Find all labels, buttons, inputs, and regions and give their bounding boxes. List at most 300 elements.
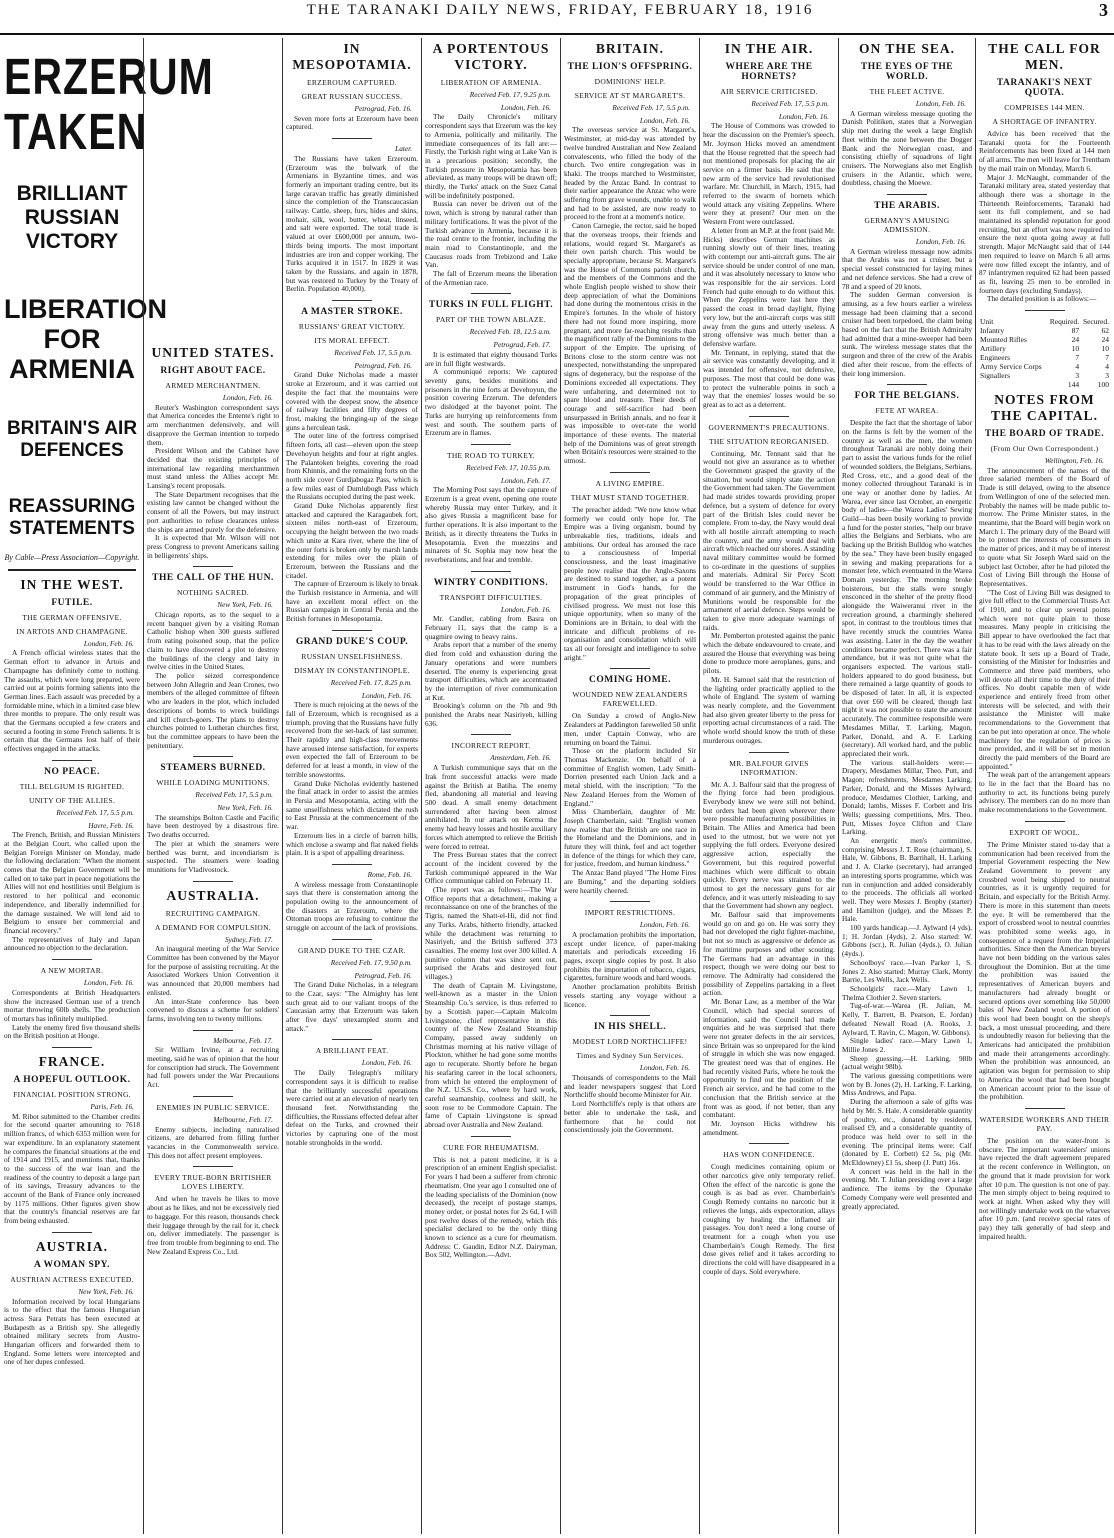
article-paragraph: Miss Chamberlain, daughter of Mr. Joseph Chamberlain, said: "English women now realise that the British are one race in the Homeland and the Dominions, and in future they will think, feel and act together in defence of the things for which they care, for justice, freedom, and human kindness."	[564, 807, 696, 869]
article-subhead: TRANSPORT DIFFICULTIES.	[439, 592, 543, 602]
dateline: Melbourne, Feb. 17.	[213, 1114, 273, 1124]
article-paragraph: Mr. Bonar Law, as a member of the War Council, which had special sources of information, said the Council had made enquiries and he was surprised that there were not greater defects in the air services, since Britain was so unprepared for the kind of struggle in which she was now engaged. The greatest need was that of engines. He had recently visited Paris, where he took the opportunity to find out the position of the French air service, and he had come to the conclusion that the British service at the front was as good, if not better, than any combatant.	[703, 997, 835, 1120]
article-paragraph: A letter from an M.P. at the front (said Mr. Hicks) describes German machines as running slowly out of their lines, treating with contempt our anti-aircraft guns. The air service should be under control of one man, and it was absolutely necessary to know who was responsible for the air services. Lord French had quite enough to do without this. When the Zeppelins were last here they passed the coast in broad daylight, flying very low, but the anti-aircraft corps was still away from the guns and utterly useless. A strong offensive was much better than a defensive warfare.	[703, 225, 835, 348]
article-headline: A MASTER STROKE.	[301, 307, 403, 318]
column-body-britain	[564, 41, 696, 1135]
article-separator	[471, 444, 511, 445]
section-heading: IN MESOPOTAMIA.	[292, 41, 412, 72]
article-paragraph: Mr. Balfour said that improvements would go on and go on. He was sorry they had not developed the right fighter-machine, but not so much as aggressive or defence as for maritime purposes and other scouting. The Germans had an advantage in this respect, though we were doing our best to remove. The Admiralty had considered the possibility of Zeppelins partaking in a fleet action.	[703, 910, 835, 998]
dateline: London, Feb. 16.	[915, 237, 966, 247]
headline-air-defences: BRITAIN'S AIR DEFENCES	[6, 418, 138, 461]
article-paragraph: The representatives of Italy and Japan announced no objection to the declaration.	[4, 934, 140, 953]
column-in-mesopotamia	[286, 38, 418, 1534]
article-paragraph: A proclamation prohibits the importation, except under licence, of paper-making materials and periodicals exceeding 16 pages, except single copies by post. It also prohibits the importation of tobacco, cigars, cigarettes, furniture woods and hard woods.	[564, 929, 696, 983]
article-paragraph: A communiqué reports: We captured seventy guns, besides munitions and prisoners in the nine forts at Devehoyun, the position covering Erzerum. The defenders two dislodged at the bayonet point. The Turks are hurrying up reinforcements from west and south. The southern parts of Erzerum are in flames.	[425, 367, 557, 438]
article-subhead: WOUNDED NEW ZEALANDERS FAREWELLED.	[572, 690, 688, 709]
article-paragraph: Grand Duke Nicholas evidently hastened the final attack in order to assist the armies in Persia and Mesopotamia, acting with the same unselfishness which dictated the rush to East Prussia at the commencement of the war.	[286, 778, 418, 832]
article-paragraph: Canon Carnegie, the rector, said he hoped that the overseas troops, their friends and relations, would regard St. Margaret's as their own parish church. This would be specially appropriate, because St. Margaret's was the House of Commons parish church, and the members of the Commons and the whole English people wished to show their deep appreciation of what the Dominions had done during the momentous crisis in the Empire's fortunes. In the whole of history there had not found more inspiring, more pregnant, and more far-reaching results than the magnificent rally of the Dominions to the support of the Empire. The uprising of Britons close to the storm centre was not unexpected, notwithstanding the unprepared signs of degeneracy, but the response of the Dominions exceeded all expectations. They were unfaltering, and determined not to spare blood and treasure. Their deeds of courage and self-sacrifice had been unsurpassed in British annals, and no fear it was impossible to over-rate the world importance of these events. The material help of the Dominions was of great strength when Britain's resources were strained to the utmost.	[564, 221, 696, 466]
article-paragraph: Mr. Candler, cabling from Basra on February 11, says that the camp is a quagmire owing to heavy rains.	[425, 614, 557, 641]
article-paragraph: The various guessing competitions were won by B. Jones (2), H. Larking, F. Larking, Miss Andrews, and Papa.	[842, 1071, 972, 1098]
article-subhead: A SHORTAGE OF INFANTRY.	[992, 117, 1097, 126]
article-paragraph: Schoolboys' race.—Ivan Parker 1, S. Jones 2. Also started: Murray Clark, Monty Barrie, Les Wells, Jack Wells.	[842, 957, 972, 985]
article-separator	[749, 752, 789, 753]
article-separator	[332, 300, 372, 301]
dateline: Received Feb. 17, 5.5 p.m.	[56, 807, 134, 817]
article-paragraph: The police seized correspondence between John Allegrin and Jean Crones, two members of the alleged committee of fifteen who are leaders in the plot, which included descriptions of bombs to wreck buildings and kill church-goers. The plans to destroy churches pointed to Lutheran churches first, but the committee appears to have been the penitentiary.	[147, 670, 279, 750]
article-paragraph: A German wireless message quoting the Danish Politiken, states that a Norwegian ship met during the week a large English fleet within the zone between the Dogger Bank and the Norwegian coast, and consisting chiefly of squadrons of light cruisers. The Norwegians also met English cruisers in the Atlantic, which were, doubtless, chasing the Moewe.	[842, 108, 972, 188]
article-paragraph: The capture of Erzeroum is likely to break the Turkish resistance in Armenia, and will have an excellent moral effect on the Russian campaign in Central Persia and the British fortunes in Mesopotamia.	[286, 579, 418, 624]
column-body-in-the-west	[4, 577, 140, 1367]
article-paragraph: Mr. Tennant, in replying, stated that the air service was constantly developing, and it was intended for offensive, not defensive, purposes. The most that could be done was to protect the vulnerable points in such a way that the enemies' losses would be so great as to act as a deterrent.	[703, 347, 835, 409]
article-paragraph: Sheep guessing.—H. Larking, 98lb (actual weight 98lb).	[842, 1053, 972, 1072]
article-paragraph: It is expected that Mr. Wilson will not press Congress to prevent Americans sailing in belligerents' ships.	[147, 533, 279, 560]
article-subhead: MODEST LORD NORTHCLIFFE!	[572, 1037, 688, 1047]
article-paragraph: And when he travels he likes to move about as he likes, and not be excessively tied to baggage. For this reason, thousands check their luggage through by the rail for it, check on, deliver immediately. The passenger is free from trouble from beginning to end. The New Zealand Express Co., Ltd.	[147, 1194, 279, 1256]
article-subhead: ENEMIES IN PUBLIC SERVICE.	[156, 1102, 270, 1112]
article-paragraph: Chicago reports, as to the sequel to a recent banquet given by a visiting Roman Catholic bishop when 300 guests suffered from eating poisoned soup, that the police claim to have discovered a plot to destroy the buildings of the clergy and laity in twelve cities in the United States.	[147, 610, 279, 672]
article-subhead: GRAND DUKE TO THE CZAR.	[298, 945, 406, 955]
article-paragraph: The House of Commons was crowded to hear the discussion on the Premier's speech. Mr. Joynson Hicks moved an amendment that the House regretted that the speech had not mentioned proposals for placing the air service on a firmer basis. He said that the new arm of the service had revolutionised warfare. Mr. Churchill, in March, 1915, had referred to the swarm of hornets which would attack any visiting Zeppelins. Where were they at present? Our men on the Western Front were outclassed.	[703, 121, 835, 227]
article-paragraph: An inaugural meeting of the War Service Committee has been convened by the Mayor for the purpose of assisting recruiting. At the Associated Workers Union Convention it was announced that 20,000 members had enlisted.	[147, 944, 279, 997]
article-separator	[1025, 821, 1065, 822]
section-heading: THE CALL FOR MEN.	[988, 41, 1101, 72]
article-subhead: A DEMAND FOR COMPULSION.	[155, 922, 271, 932]
dateline: Received Feb. 17, 9.50 p.m.	[330, 957, 412, 967]
article-headline: NO PEACE.	[44, 766, 100, 777]
quota-table	[979, 317, 1110, 389]
table-row	[979, 362, 1110, 371]
table-cell: Army Service Corps	[980, 362, 1042, 372]
article-subhead: NOTHING SACRED.	[177, 588, 249, 598]
article-subhead: FINANCIAL POSITION STRONG.	[13, 1090, 131, 1100]
dateline: Paris, Feb. 16.	[90, 1102, 134, 1112]
dateline: New York, Feb. 16.	[217, 803, 273, 813]
column-rule	[143, 38, 144, 1534]
table-cell: Signallers	[980, 371, 1010, 381]
article-paragraph: President Wilson and the Cabinet have decided that the existing principles of international law regarding merchantmen must stand unless the Allies accept Mr. Lansing's recent proposals.	[147, 446, 279, 491]
column-rule	[838, 38, 839, 1534]
dateline: Received Feb. 17, 5.5 p.m.	[334, 348, 412, 358]
column-britain	[564, 38, 696, 1534]
section-heading: IN THE WEST.	[20, 576, 124, 592]
article-headline: THE LION'S OFFSPRING.	[567, 62, 693, 72]
dateline: Received Feb. 17, 8.25 p.m.	[330, 677, 412, 687]
dateline: Received Feb. 18, 12.5 a.m.	[469, 327, 551, 337]
article-subhead: AUSTRIAN ACTRESS EXECUTED.	[10, 1274, 134, 1284]
article-separator	[52, 1232, 92, 1233]
column-rule	[975, 38, 976, 1534]
article-headline: STEAMERS BURNED.	[160, 763, 266, 774]
page-number: 3	[1099, 0, 1108, 20]
article-paragraph: Tug-of-war.—Warea (R. Julian, M. Kelly, T. Barrett, B. Pearson, E. Jordan) defeated Newall Road (A. Rooks, J. Aylward, T. Ravin, C. Magon, W. Gibbons).	[842, 1001, 972, 1037]
article-separator	[471, 571, 511, 572]
article-paragraph: Despite the fact that the shortage of labor on the farms is felt by the women of the country as well as the men, the women throughout Taranaki are nobly doing their part to assist the various funds for the relief of wounded soldiers, the Belgians, Serbians, Red Cross, etc., and a good deal of the money collected throughout Taranaki is in one way or another done by ladies. At Warea, ever since last October, an energetic body of ladies—the Warea Ladies' Sewing Guild—has been busily working to provide a fund for the poster stories, "help our brave allies the Belgians and Serbians, who are backing up the British Bulldog who watches by the sea." They have been busily engaged in sewing and making preparations for a monster fete, which eventuated in the Warea Domain yesterday. The morning broke boisterous, but the stalls were snugly ensconced in the shelter of the pretty flood alongside the Waiweranui river in the recreation ground, a charmingly sheltered spot, in contrast to the troublous times that have recently struck the countries Warea was assisting. Later in the day the weather conditions became perfect. There was a fair attendance, but it was not quite what the organisers expected. The various stall-holders appeared to do good business, but there remained a large quantity of goods to be disposed of later. In all, it is expected that over £60 will be cleared, though last night it was not possible to state the amount accurately. The committee responsible were Mesdames Millar, T. Larking, Magon, Parker, Donald, and A. F. Larking (secretary). All worked hard, and the public appreciated their work.	[842, 418, 972, 758]
article-paragraph: Information received by local Hungarians is to the effect that the famous Hungarian actress Sara Petrats has been executed at Budapesth as a British spy. She allegedly obtained military secrets from Austro-Hungarian officers and forwarded them to England. Some letters were intercepted and one of her dupes confessed.	[4, 1296, 140, 1367]
section-heading: FRANCE.	[38, 1054, 106, 1070]
article-paragraph: Enemy subjects, including naturalised citizens, are debarred from filling further vacancies in the Commonwealth service. This does not affect present employees.	[147, 1124, 279, 1160]
dateline: London, Feb. 16.	[500, 604, 551, 614]
article-paragraph: Advice has been received that the Taranaki quota for the Fourteenth Reinforcements has been fixed at 144 men of all arms. The men will leave for Trentham by the mail train on Monday, March 6.	[979, 129, 1110, 173]
dateline: Received Feb. 17, 5.5 p.m.	[195, 790, 273, 800]
article-separator	[332, 1039, 372, 1040]
dateline: Later.	[395, 144, 412, 154]
article-paragraph: Lately the enemy fired five thousand shells on the British position at Hooge.	[4, 1022, 140, 1041]
article-paragraph: The Anzac Band played "The Home Fires are Burning," and the departing soldiers were heartily cheered.	[564, 868, 696, 895]
article-separator	[193, 1166, 233, 1167]
article-paragraph: It is estimated that eighty thousand Turks are in full flight westwards.	[425, 349, 557, 368]
article-paragraph: During the afternoon a sale of gifts was held by Mr. S. Hale. A considerable quantity of poultry, etc., donated by residents, realised £9, and a considerable quantity of produce was held over to sell in the evening. The principal items were: Calf (donated by E. Corbett) £2 5s, pig (Mr. McEldowney) £1 5s, sheep (J. Putt) 16s.	[842, 1097, 972, 1168]
article-paragraph: A wireless message from Constantinople says that there is consternation among the population owing to the announcement of the disasters at Erzeroum, where the Ottoman troops are refusing to continue the struggle on account of the lack of provisions.	[286, 879, 418, 933]
article-paragraph: Correspondents at British Headquarters show the increased German use of a trench mortar throwing 60lb shells. The production of mortars has infinitely multiplied.	[4, 987, 140, 1023]
dateline: Received Feb. 17, 10.55 p.m.	[466, 462, 551, 472]
article-headline: THE CALL OF THE HUN.	[152, 573, 274, 584]
column-body-portentous-victory	[425, 41, 557, 1260]
article-paragraph: 100 yards handicap.—J. Aylward (4 yds), 1; H. Jordan (4yds), 2. Also started: W. Gibbons (scr.), R. Julian (4yds.), O. Julian (4yds.).	[842, 923, 972, 959]
article-paragraph: The Grand Duke Nicholas, in a telegram to the Czar, says: "The Almighty has lent such great aid to our valiant troops of the Caucasian army that Erzeroum was taken after five days' unexampled storm and attack."	[286, 980, 418, 1033]
lead-rule	[8, 569, 136, 571]
table-cell: 10	[1071, 344, 1080, 354]
dateline: London, Feb. 16.	[639, 920, 690, 930]
article-paragraph: Seven more forts at Erzeroum have been captured.	[286, 113, 418, 132]
article-separator	[193, 756, 233, 757]
article-paragraph: (The report was as follows:—The War Office reports that a detachment, making a reconnaissance on one of the branches of the Tigris, named the Shatt-el-Hi, did not find any Turks. Arabs, hitherto friendly, attacked while the detachment was returning to Nasiriyeh, and the British suffered 373 casualties. The enemy lost over 300 killed. A punitive column that was since sent out, surprised the Arabs and destroyed four villages.)	[425, 885, 557, 982]
article-paragraph: "The Cost of Living Bill was designed to give full effect to the Commercial Trusts Act of 1910, and to clear up several points which were not quite plain to those measures. Many people in criticising the Bill appear to have overlooked the fact that it has to be read with the laws already on the statute book. It sets up a Board of Trade, consisting of the Minister for Industries and Commerce and three paid members, who will devote all their time to the duty of their offices. No doubt capable men of wide experience and entirely freed from other interests will be selected, and with their assistance the Minister will make recommendations to the Government that can be put into operation at once. The whole machinery for the regulation of prices is now provided, and it will be set in motion directly the paid members of the Board are appointed."	[979, 587, 1110, 771]
article-paragraph: The Morning Post says that the capture of Erzerum is a great event, opening one route whereby Russia may enter Turkey, and it also gives Russia a magnificent base for further operations. It is also important to the British, as it directly threatens the Turks in Mesopotamia. Even the muezzins and minarets of St. Sophia may now hear the reverberations, and fear and tremble.	[425, 485, 557, 564]
table-cell: Engineers	[980, 353, 1010, 363]
article-subhead: THE GERMAN OFFENSIVE.	[22, 612, 122, 622]
article-separator	[332, 630, 372, 631]
article-paragraph: This is not a patent medicine, it is a prescription of an eminent English specialist. For years I had been a sufferer from chronic rheumatism. One year ago I consulted one of the leading specialists of the Dominion (now deceased), the receipt of postage stamps, money order, or postal notes for 2s 6d, I will post twelve doses of the remedy, which this specialist declared to be the only thing known to science as a cure for rheumatism. Address: C. Gaudin, Editor N.Z. Dairyman, Box 502, Wellington.—Advt.	[425, 1154, 557, 1260]
article-separator	[193, 881, 233, 882]
masthead	[0, 0, 1114, 34]
table-cell: 7	[1105, 353, 1109, 363]
table-row	[979, 326, 1110, 335]
column-body-in-mesopotamia	[286, 41, 418, 1148]
headline-erzerum-taken: ERZERUM TAKEN	[4, 47, 214, 161]
article-separator	[1025, 1108, 1065, 1109]
dateline: London, Feb. 16.	[222, 393, 273, 402]
column-rule	[282, 38, 283, 1534]
dateline: New York, Feb. 16.	[78, 1286, 134, 1296]
article-headline: THE EYES OF THE WORLD.	[860, 62, 954, 82]
dateline: London, Feb. 16.	[361, 690, 412, 700]
dateline: London, Feb. 16.	[639, 1063, 690, 1073]
article-headline: WINTRY CONDITIONS.	[433, 577, 549, 588]
article-paragraph: Thousands of correspondents to the Mail and leader newspapers suggest that Lord Northcliffe should become Minister for Air.	[564, 1072, 696, 1100]
article-subhead: UNITY OF THE ALLIES.	[29, 795, 115, 805]
dateline: Amsterdam, Feb. 16.	[490, 753, 551, 763]
section-heading: ON THE SEA.	[859, 41, 955, 56]
article-paragraph: Another proclamation prohibits British vessels starting any voyage without a licence.	[564, 982, 696, 1009]
article-subhead: LIBERATION OF ARMENIA.	[440, 78, 542, 87]
table-cell: 87	[1071, 326, 1080, 336]
article-separator	[749, 1143, 789, 1144]
dateline: Petrograd, Feb. 16.	[354, 104, 412, 113]
table-cell: Mounted Rifles	[980, 335, 1027, 345]
section-heading: AUSTRALIA.	[166, 887, 260, 903]
article-separator	[1025, 310, 1065, 311]
article-paragraph: The preacher added: "We now know what formerly we could only hope for. The Empire was a living organism, bound by unbreakable ties, traditions, ideals and ambitions. Our ordeal has aroused the race to a consciousness of Imperial consciousness, and the least imaginative people now realise that the Anglo-Saxons are destined to stand together, as a potent instrument in God's hands, for the propagation of the great principles of civilised progress. We must not lose this unique opportunity, when so many of the Dominions are in Britain, to deal with the intricate and difficult problems of re-organisation and consolidation which will tax all our foresight and intelligence to solve aright."	[564, 504, 696, 662]
masthead-title: THE TARANAKI DAILY NEWS, FRIDAY, FEBRUARY 18, 1916	[306, 2, 814, 18]
article-paragraph: Cough medicines containing opium or other narcotics give only temporary relief. Often the effect of the narcotic is gone the cough is as bad as ever. Chamberlain's Cough Remedy contains no narcotic but it relieves the lungs, aids expectoration, allays coughing by healing the inflamed air passages. You don't need a long course of treatment for a cough when you use Chamberlain's Cough Remedy. The first dose gives relief and it takes according to directions the cold will have disappeared in a couple of days. Sold everywhere.	[703, 1162, 835, 1276]
article-paragraph: The Daily Chronicle's military correspondent says that Erzerum was the key to Armenia, politically and militarily. The immediate consequences of its fall are:—Firstly, the Turkish right wing at Lake Van is in a precarious position; secondly, the Turkish pressure in Mesopotamia has been alleviated, as many troops will be drawn off; thirdly, the Turks' attack on the Suez Canal will be indefinitely postponed.	[425, 112, 557, 200]
column-rule	[421, 38, 422, 1534]
article-paragraph: The various stall-holders were:—Drapery, Mesdames Millar, Theo. Putt, and Magon; refreshments, Mesdames Larking, Parker, Donald, and the Misses Aylward; produce, Mesdames Clothier, Larking, and Donald; lambs, Misses F. Corbett and Iris Wells; guessing competitions, Mrs. Theo. Putt, Misses Joyce Clifton and Clare Larking.	[842, 757, 972, 837]
article-separator	[471, 734, 511, 735]
article-separator	[610, 472, 650, 473]
column-call-for-men	[979, 38, 1110, 1534]
article-paragraph: Russia can never be driven out of the town, which is strong by natural rather than military fortifications. It was the pivot of the Turkish advance in Armenia, because it is the road centre to the frontier, including the main road to Constantinople, and the Caucasus roads from Trebizond and Lake Van.	[425, 199, 557, 270]
column-body-in-the-air	[703, 41, 835, 1276]
article-separator	[332, 939, 372, 940]
dateline: Rome, Feb. 16.	[367, 869, 412, 879]
article-paragraph: The weak part of the arrangement appears to lie in the fact that the Board has no authority to act, its functions being purely advisory. The members can do no more than make recommendations to the Government.	[979, 770, 1110, 815]
article-subhead: RUSSIANS' GREAT VICTORY.	[298, 322, 406, 332]
dateline: London, Feb. 16.	[500, 102, 551, 112]
article-paragraph: Lord Northcliffe's reply is that others are better able to undertake the task, and furthermore that he could not conscientiously join the Government.	[564, 1099, 696, 1135]
table-cell: 24	[1071, 335, 1080, 345]
article-paragraph: The French, British, and Russian Ministers at the Belgian Court, who called upon the Belgian Foreign Minister on Monday, made the following declaration: "When the moment comes that the Belgian Government will be called on to take part in peace negotiations the Allies will not end hostilities until Belgium is restored to her political and economic independence, and liberally indemnified for the damage sustained. We will lend aid to Belgium to ensure her commercial and financial recovery."	[4, 830, 140, 935]
article-paragraph: Grand Duke Nicholas made a master stroke at Erzeroum, and it was carried out despite the fact that the mountains were covered with the deepest snow, the absence of railway facilities and fifty degrees of frost, making the bringing-up of the siege guns a herculean task.	[286, 370, 418, 432]
article-separator	[749, 416, 789, 417]
article-separator	[52, 760, 92, 761]
column-rule	[560, 38, 561, 1534]
article-paragraph: An inter-State conference has been convened to discuss a scheme for soldiers' farms, involving ten to twenty millions.	[147, 996, 279, 1023]
article-subhead: FETE AT WAREA.	[875, 406, 939, 416]
article-subhead: CURE FOR RHEUMATISM.	[443, 1142, 539, 1152]
article-headline: GRAND DUKE'S COUP.	[295, 636, 409, 647]
column-body-call-for-men	[979, 41, 1110, 1241]
article-subhead: IMPORT RESTRICTIONS.	[584, 908, 676, 918]
article-subhead: GOVERNMENT'S PRECAUTIONS.	[708, 422, 830, 432]
article-paragraph: Schoolgirls' race.—Mary Lawn 1, Thelma Clothier 2. Seven starters.	[842, 983, 972, 1002]
dateline: London, Feb. 16.	[83, 638, 134, 648]
article-separator	[52, 1047, 92, 1048]
table-cell	[979, 380, 1047, 389]
article-headline: FUTILE.	[51, 597, 93, 608]
article-paragraph: The overseas service at St. Margaret's, Westminster, at mid-day was attended by twelve hundred Australian and New Zealand convalescents, who filled the body of the church. Two entire congregation was in khaki. The troops marched to Westminster, headed by the Anzac Band. In contrast to their earlier appearance the Anzac who were suffering from grave wounds, unable to walk and had to be assisted, are now ready to proceed to the front at a moment's notice.	[564, 125, 696, 222]
article-headline: A WOMAN SPY.	[34, 1259, 110, 1270]
article-subhead: DISMAY IN CONSTANTINOPLE.	[294, 665, 410, 675]
article-paragraph: Reuter's Washington correspondent says that America concedes the Entente's right to arm merchantmen defensively, and will disapprove the German intention to torpedo them.	[147, 402, 279, 447]
dateline: Received Feb. 17, 5.5 p.m.	[612, 103, 690, 112]
article-paragraph: The sudden German conversion is amusing, as a few hours earlier a wireless message had been claiming that a second cruiser had been torpedoed, the claim being based on the fact that the British Admiralty had admitted that a mine-sweeper had been sunk. The wireless message states that the surgeon and three of the crew of the Arabis died after their rescue, from the effects of their long immersion.	[842, 290, 972, 378]
article-subhead: SERVICE AT ST MARGARET'S.	[574, 91, 686, 100]
table-cell: 10	[1101, 344, 1109, 354]
table-cell: 100	[1097, 380, 1109, 390]
article-subhead: THE SITUATION REORGANISED.	[708, 436, 830, 446]
article-paragraph: Mr. H. Samuel said that the restriction of the lighting order practically applied to the whole of England. The system of warning was nearly complete, and the Government had also given greater liberty to the press for reporting actual circumstances of a raid. The whole world should know the truth of these murderous outrages.	[703, 674, 835, 745]
article-headline: IN HIS SHELL.	[593, 1022, 667, 1033]
article-subhead: WHILE LOADING MUNITIONS.	[156, 778, 270, 788]
section-heading: IN THE AIR.	[724, 41, 814, 56]
table-cell: Unit	[980, 317, 994, 327]
table-row	[979, 380, 1110, 389]
article-subhead: ITS MORAL EFFECT.	[314, 336, 390, 346]
article-separator	[332, 138, 372, 139]
article-paragraph: The Press Bureau states that the correct account of the incident covered by the Turkish communiqué appeared in the War Office communique cabled on February 11.	[425, 850, 557, 886]
section-heading: BRITAIN.	[595, 41, 665, 56]
article-subhead: RUSSIAN UNSELFISHNESS.	[301, 651, 403, 661]
article-separator	[471, 293, 511, 294]
article-paragraph: A German wireless message now admits that the Arabis was not a cruiser, but a special vessel constructed for laying mines and net defence services. She had a crew of 78 and a speed of 20 knots.	[842, 246, 972, 291]
article-headline: THE BOARD OF TRADE.	[984, 429, 1105, 440]
article-separator	[471, 1136, 511, 1137]
article-paragraph: There is much rejoicing at the news of the fall of Erzeroum, which is recognised as a triumph, proving that the Russians have fully recovered from the set-back of last summer. Their rapidity and high-class movements have aroused intense satisfaction, for experts even expected the fall of Erzeroum to be deferred for at least a month, in view of the terrible snowstorms.	[286, 700, 418, 779]
table-cell: 24	[1101, 335, 1109, 345]
article-paragraph: The detailed position is as follows:—	[987, 294, 1097, 304]
table-cell: Secured.	[1082, 317, 1109, 327]
article-subhead: TILL BELGIUM IS RIGHTED.	[19, 781, 125, 791]
article-separator	[193, 1030, 233, 1031]
article-paragraph: Grand Duke Nicholas apparently first attacked and captured the Karagaubek fort, sixteen miles north-east of Erzeroum, occupying the height between the two roads which unite at Kara river, where the line of the outer forts is broken only by marsh lands extending for miles over the plain of Erzeroum, between the Russians and the citadel.	[286, 501, 418, 580]
article-paragraph: On Sunday a crowd of Anglo-New Zealanders at Paddington farewelled 50 unfit men, under Captain Conway, who are returning on board the Tainui.	[564, 711, 696, 747]
table-cell: 144	[1067, 380, 1080, 390]
article-subhead: MR. BALFOUR GIVES INFORMATION.	[729, 758, 809, 777]
article-paragraph: Arabs report that a number of the enemy died from cold and exhaustion during the January operations and were numbers deserted. The enemy is experiencing great transport difficulties, which are accentuated by the interruption of river communication at Kut.	[425, 640, 557, 702]
article-separator	[887, 384, 927, 385]
column-body-on-the-sea	[842, 41, 972, 1211]
article-subhead: GERMANY'S AMUSING ADMISSION.	[864, 216, 950, 235]
article-headline: THE ARABIS.	[874, 201, 940, 212]
article-paragraph: The Russians have taken Erzeroum. (Erzeroum was the bulwark of the Armenians in Byzantine times, and was formerly an important trading centre, but its large caravan traffic has greatly diminished since the completion of the Transcaucasian railway. Cattle, sheep, furs, hides and skins, mohair, silk, wool, butter, wheat, linseed, and salt were exported. The total trade is valued at over £600,000 per annum, two-thirds being imports. The most important industries are iron and copper working. The Turks acquired it in 1517. In 1829 it was taken by the Russians, and again in 1878, but was restored to Turkey by the Treaty of Berlin. Population 40,000).	[286, 153, 418, 294]
table-cell: 7	[1075, 353, 1080, 363]
article-paragraph: The steamships Bolton Castle and Pacific have been destroyed by a disastrous fire. Two deaths occurred.	[147, 812, 279, 840]
table-cell: 62	[1101, 326, 1109, 336]
article-subhead: A LIVING EMPIRE.	[595, 478, 665, 488]
dateline: London, Feb. 17.	[500, 475, 551, 485]
article-paragraph: Single ladies' race.—Mary Lawn 1, Millie Jones 2.	[842, 1036, 972, 1054]
article-subhead: COMPRISES 144 MEN.	[1004, 103, 1085, 112]
article-paragraph: The death of Captain M. Livingstone, well-known as a master in the Union Steamship Co.'s service, is thus referred to by a Scottish paper:—Captain Malcolm Livingstone, chief representative in this country of the New Zealand Steamship Company, passed away suddenly on Christmas morning at his native village of Plockton, whither he had gone some months ago to recuperate. Shortly before he began his seafaring career in the local schooners, from which he entered the employment of the N.Z. U.S.S. Co., where by hard work, careful seamanship, coolness and skill, he soon rose to be Commodore Captain. The fame of Captain Livingstone is spread abroad over Australia and New Zealand.	[425, 980, 557, 1130]
dateline: Received Feb. 17, 9.25 p.m.	[469, 90, 551, 99]
article-paragraph: M. Ribot submitted to the Chamber credits for the second quarter amounting to 7618 million francs, of which 6353 million were for war expenditure. In an explanatory statement he compares the financial situations at the end of 1914 and 1915, and mentions that, thanks to the success of the war loan and the readiness of the country to deposit a large part of its savings, Treasury advances to the account of the Bank of France only increased by 1175 millions. Other figures given show that the country's financial reserves are far from being exhausted.	[4, 1111, 140, 1226]
article-subhead: THE FLEET ACTIVE.	[869, 87, 945, 96]
article-separator	[610, 1015, 650, 1016]
article-paragraph: Those on the platform included Sir Thomas Mackenzie. On behalf of a committee of English women, Lady Smith-Dorrien presented each Union Jack and a metal shield, with the inscription: "To the New Zealand Heroes from the Women of England."	[564, 746, 696, 808]
article-subhead: GREAT RUSSIAN SUCCESS.	[301, 92, 403, 101]
article-subhead: WATERSIDE WORKERS AND THEIR PAY.	[979, 1114, 1110, 1133]
headline-russian-victory: BRILLIANT RUSSIAN VICTORY	[16, 182, 128, 253]
article-paragraph: Major J. McNaught, commander of the Taranaki military area, stated yesterday that although there was a shortage in the Thirteenth Reinforcements, Taranaki had sent its full complement, and so had maintained its splendid reputation for good recruiting, but an effort was now required to ensure the next quota going away at full strength. Major McNaught said that of 144 men required to leave on March 6 all arms were now filled except the infantry, and of 87 infantrymen required 62 had been passed as fit, leaving 25 men to be enrolled in fourteen days (excluding Sundays).	[979, 172, 1110, 295]
article-subhead: Times and Sydney Sun Services.	[576, 1051, 684, 1061]
table-row	[979, 371, 1110, 380]
table-cell: Required.	[1049, 317, 1080, 327]
headline-reassuring-statements: REASSURING STATEMENTS	[8, 496, 136, 539]
article-subhead: THE ROAD TO TURKEY.	[446, 450, 536, 460]
table-row	[979, 317, 1110, 326]
article-separator	[332, 864, 372, 865]
article-subhead: INCORRECT REPORT.	[451, 741, 531, 751]
article-subhead: ARMED MERCHANTMEN.	[165, 381, 261, 390]
article-subhead: IN ARTOIS AND CHAMPAGNE.	[16, 626, 128, 636]
column-body-united-states	[147, 345, 279, 1256]
article-subhead: (From Our Own Correspondent.)	[990, 444, 1099, 454]
section-heading: UNITED STATES.	[151, 345, 275, 360]
section-heading: AUSTRIA.	[35, 1238, 109, 1254]
masthead-rule	[0, 33, 1114, 35]
dateline: London, Feb. 16.	[639, 115, 690, 125]
article-paragraph: Sir William Irvine, at a recruiting meeting, said he was of opinion that the hour for conscription had struck. The Government had full powers under the War Precautions Act.	[147, 1045, 279, 1090]
article-paragraph: The Prime Minister stated to-day that a communication had been received from the Imperial Government respecting the New Zealand Government to prevent any crossbred wool being shipped to neutral countries, as it is urgently required for Britain, and especially for the British Army. There is more in this statement than meets the eye. It will be remembered that the export of crossbred wool to neutral countries was prohibited some weeks ago, in consequence of a request from the Imperial authorities. Since then the American buyers have not been bidding on the various sales throughout the Dominion. But at the time the prohibition was issued the representatives of American buyers and manufacturers had already bought or secured options over something like 50,000 bales of New Zealand wool. A portion of this wool had been bought on the sheep's back, a most unusual proceeding, and there is undoubtedly reason for believing that the Americans had anticipated the prohibition and made their arrangements accordingly. When the prohibition was announced, an agitation was begun for permission to ship to America the wool that had been bought on American account prior to the issue of the prohibition.	[979, 839, 1110, 1102]
column-portentous-victory	[425, 38, 557, 1534]
article-separator	[193, 566, 233, 567]
column-in-the-air	[703, 38, 835, 1534]
article-separator	[52, 959, 92, 960]
article-subhead: RECRUITING CAMPAIGN.	[165, 908, 261, 918]
dateline: Wellington, Feb. 16.	[1044, 456, 1104, 466]
article-paragraph: A French official wireless states that the German effort to advance in Artois and Champagne has definitely come to nothing. The assaults, which were long prepared, were carried out at points forming salients into the German lines. Each assault was preceded by a formidable mine, which in a limited case blew three months to prepare. The only result was that the Germans occupied a few craters and secured a footing in some French salients. It is certain that the Germans lost half of their effectives engaged in the attacks.	[4, 648, 140, 754]
dateline: London, Feb. 16.	[915, 99, 966, 108]
article-subhead: PART OF THE TOWN ABLAZE.	[436, 315, 546, 325]
table-cell: Artillery	[980, 344, 1006, 354]
section-heading: A PORTENTOUS VICTORY.	[432, 41, 550, 72]
dateline: Petrograd, Feb. 16.	[354, 360, 412, 370]
dateline: London, Feb. 16.	[778, 111, 829, 121]
article-subhead: THAT MUST STAND TOGETHER.	[570, 492, 690, 502]
article-subhead: AIR SERVICE CRITICISED.	[720, 87, 818, 96]
column-on-the-sea	[842, 38, 972, 1534]
article-subhead: EXPORT OF WOOL.	[1009, 827, 1080, 837]
column-united-states	[147, 342, 279, 1532]
article-headline: RIGHT ABOUT FACE.	[160, 366, 266, 376]
dateline: Havre, Feb. 16.	[88, 820, 134, 830]
article-separator	[610, 668, 650, 669]
article-paragraph: Continuing, Mr. Tennant said that he would not give an assurance as to whether the Government grasped the gravity of the situation, but would simply state the action the Government had taken. The Government had made strides towards providing proper defence, but a system of defence for every part of the British Isles could never be complete. From to-day, the Navy would deal with all hostile aircraft attempting to reach the country, and the army would deal with aircraft which reached our shores. A standing naval military committee would be formed to co-ordinate in the questions of supplies and materials. Admiral Sir Percy Scott would be transferred to the War Office in command of air gunnery, and the Ministry of Munitions would be responsible for the armament of aerial defence. Steps would be taken to give more adequate warnings of raids.	[703, 448, 835, 632]
headline-liberation-armenia: LIBERATION FOR ARMENIA	[4, 294, 167, 384]
article-separator	[193, 1096, 233, 1097]
article-separator	[887, 194, 927, 195]
table-cell: 3	[1075, 371, 1080, 381]
article-paragraph: The Daily Telegraph's military correspondent says it is difficult to realise that the brilliantly successful operations were carried out at an elevation of nearly ten thousand feet. Notwithstanding the difficulties, the Russians effected defeat after defeat on the Turks, and crowned their victories by capturing one of the most notable strongholds in the world.	[286, 1068, 418, 1147]
table-row	[979, 353, 1110, 362]
dateline: Received Feb. 17, 5.5 p.m.	[751, 99, 829, 108]
column-rule	[699, 38, 700, 1534]
article-paragraph: The fall of Erzerum means the liberation of the Armenian race.	[425, 269, 557, 287]
article-headline: A HOPEFUL OUTLOOK.	[13, 1075, 131, 1086]
article-paragraph: Erzeroum lies in a circle of barren hills, which enclose a swamp and flat naked fields plain. It is a spot of appalling dreariness.	[286, 830, 418, 858]
table-row	[979, 344, 1110, 353]
table-cell: 3	[1105, 371, 1109, 381]
article-headline: TURKS IN FULL FLIGHT.	[428, 300, 554, 311]
article-subhead: EVERY TRUE-BORN BRITISHER LOVES LIBERTY.	[154, 1173, 272, 1192]
article-subhead: A BRILLIANT FEAT.	[315, 1046, 389, 1056]
article-subhead: DOMINIONS' HELP.	[594, 77, 666, 86]
dateline: Petrograd, Feb. 16.	[354, 970, 412, 980]
table-cell: 4	[1075, 362, 1080, 372]
byline: By Cable—Press Association—Copyright.	[4, 553, 140, 562]
article-paragraph: The outer line of the fortress comprised fifteen forts, all cast—eleven upon the steep Devehoyun heights and four at right angles. The Palantoken heights, covering the road from Khinnis, and the remaining forts on the north side cover Gurdjabogaz Pass, which is a few miles east of Dumlubogh Pass which the Russians occupied during the past week.	[286, 431, 418, 502]
table-row	[979, 335, 1110, 344]
dateline: Melbourne, Feb. 17.	[213, 1035, 273, 1045]
dateline: London, Feb. 16.	[361, 1058, 412, 1068]
article-separator	[610, 901, 650, 902]
dateline: Sydney, Feb. 17.	[224, 934, 273, 944]
section-heading: NOTES FROM THE CAPITAL.	[990, 392, 1098, 424]
article-paragraph: The announcement of the names of the three salaried members of the Board of Trade is still delayed, owing to the absence from Wellington of one of the selected men. Probably the names will be made public to-morrow. The Prime Minister states, in the meantime, that the Board will begin work on March 1. The primary duty of the Board will be to protect the interests of consumers in the matter of prices, and it may be of interest to quote what Sir Joseph Ward said on the subject last October, after he had piloted the Cost of Living Bill through the House of Representatives.	[979, 465, 1110, 588]
article-headline: TARANAKI'S NEXT QUOTA.	[996, 78, 1093, 98]
article-paragraph: Mr. A. J. Balfour said that the progress of the flying force had been prodigious. Everybody knew we were still not behind, but orders had been given wherever there were possible manufacturing possibilities in Britain. The Allies and America had been used to the utmost, but we were not yet supplying the full orders. Everyone desired aggressive action, especially the Government, but this required powerful machines which were difficult to obtain quickly. Every nerve was strained to the utmost to get the necessary guns for air defence, and it was utterly misleading to say that the Government had shown any neglect.	[703, 779, 835, 911]
table-cell: Infantry	[980, 326, 1005, 336]
article-paragraph: The pier at which the steamers were berthed was burnt, and incendiarism is suspected. The steamers were loading munitions for Vladivostock.	[147, 838, 279, 874]
article-headline: FOR THE BELGIANS.	[854, 391, 960, 402]
article-paragraph: The State Department recognises that the existing law cannot be changed without the consent of all the Powers, but may instruct port authorities to refuse clearances unless the ships are armed purely for the defensive.	[147, 489, 279, 534]
article-subhead: HAS WON CONFIDENCE.	[723, 1150, 815, 1160]
article-paragraph: An energetic men's committee, comprising Messrs J. T. Rose (chairman), S. Hale, W. Gibbons, B. Barrihall, H. Larking and J. A. Clarke (secretary), had arranged an interesting sports programme, which was run in conjunction and added considerably to the proceeds. The officials all worked well. They were Messrs J. Bropby (starter) and Hamilton (judge), and the Misses P. Hale.	[842, 836, 972, 924]
article-subhead: ERZEROUM CAPTURED.	[307, 78, 397, 87]
article-paragraph: A concert was held in the hall in the evening. Mr. T. Julian presiding over a large audience. The items by the Opunake Comedy Company were well presented and greatly appreciated.	[842, 1166, 972, 1211]
article-paragraph: Mr. Pemberton protested against the panic which the debate endeavoured to create, and assured the House that everything was being done to produce more aeroplanes, guns, and pilots.	[703, 631, 835, 676]
